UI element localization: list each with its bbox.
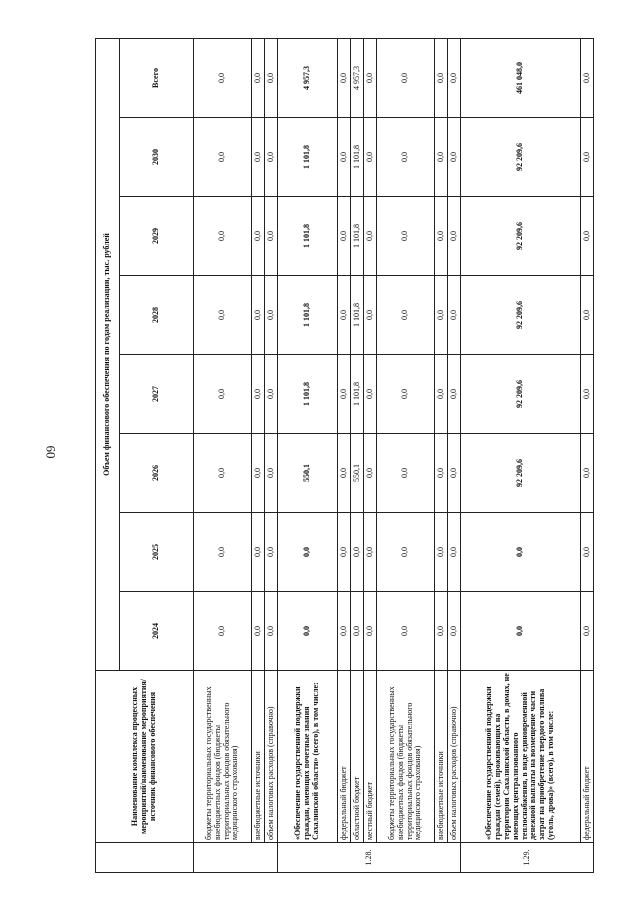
value-cell: 0,0 bbox=[377, 355, 435, 434]
value-cell: 0,0 bbox=[338, 276, 351, 355]
value-cell: 0,0 bbox=[581, 592, 594, 671]
value-cell: 92 209,6 bbox=[461, 197, 581, 276]
table-row bbox=[581, 38, 594, 872]
value-cell: 0,0 bbox=[351, 513, 364, 592]
value-cell: 0,0 bbox=[338, 592, 351, 671]
total-cell: 0,0 bbox=[581, 38, 594, 117]
value-cell: 0,0 bbox=[252, 197, 265, 276]
row-index: 1.29. bbox=[461, 843, 594, 873]
total-cell: 0,0 bbox=[194, 38, 252, 117]
value-cell: 0,0 bbox=[338, 513, 351, 592]
table-row bbox=[364, 38, 377, 872]
value-cell: 0,0 bbox=[461, 513, 581, 592]
value-cell: 92 209,6 bbox=[461, 118, 581, 197]
financing-table bbox=[95, 38, 594, 873]
value-cell: 0,0 bbox=[252, 276, 265, 355]
page-number: 60 bbox=[43, 445, 59, 459]
value-cell: 0,0 bbox=[252, 434, 265, 513]
value-cell: 0,0 bbox=[448, 434, 461, 513]
total-cell: 0,0 bbox=[435, 38, 448, 117]
row-name: объем налоговых расходов (справочно) bbox=[265, 671, 278, 843]
value-cell: 1 101,8 bbox=[351, 276, 364, 355]
total-cell: 0,0 bbox=[265, 38, 278, 117]
value-cell: 0,0 bbox=[364, 513, 377, 592]
year-header: 2024 bbox=[120, 592, 194, 671]
total-cell: 0,0 bbox=[448, 38, 461, 117]
total-cell: 4 957,3 bbox=[351, 38, 364, 117]
table-row bbox=[377, 38, 435, 872]
value-cell: 0,0 bbox=[265, 276, 278, 355]
value-cell: 0,0 bbox=[377, 197, 435, 276]
value-cell: 0,0 bbox=[338, 434, 351, 513]
year-header: 2028 bbox=[120, 276, 194, 355]
value-cell: 0,0 bbox=[351, 592, 364, 671]
total-cell: 0,0 bbox=[364, 38, 377, 117]
value-cell: 0,0 bbox=[448, 592, 461, 671]
value-cell: 0,0 bbox=[194, 118, 252, 197]
value-cell: 1 101,8 bbox=[278, 197, 338, 276]
value-cell: 0,0 bbox=[364, 592, 377, 671]
total-cell: 461 048,0 bbox=[461, 38, 581, 117]
table-row bbox=[252, 38, 265, 872]
value-cell: 0,0 bbox=[265, 434, 278, 513]
value-cell: 0,0 bbox=[435, 197, 448, 276]
value-cell: 0,0 bbox=[265, 197, 278, 276]
value-cell: 0,0 bbox=[278, 592, 338, 671]
year-header: 2026 bbox=[120, 434, 194, 513]
value-cell: 0,0 bbox=[581, 197, 594, 276]
row-name: бюджеты территориальных государственных внебюджетных фондов (бюджеты территориальных фондов обязательного медицинского страхования) bbox=[377, 671, 435, 843]
year-header: 2025 bbox=[120, 513, 194, 592]
value-cell: 1 101,8 bbox=[351, 118, 364, 197]
value-cell: 0,0 bbox=[581, 434, 594, 513]
value-cell: 0,0 bbox=[377, 513, 435, 592]
value-cell: 0,0 bbox=[194, 434, 252, 513]
value-cell: 0,0 bbox=[265, 592, 278, 671]
table-row bbox=[194, 38, 252, 872]
value-cell: 1 101,8 bbox=[278, 118, 338, 197]
value-cell: 0,0 bbox=[581, 276, 594, 355]
value-cell: 0,0 bbox=[448, 118, 461, 197]
year-header: 2030 bbox=[120, 118, 194, 197]
index-header bbox=[96, 843, 194, 873]
row-name: «Обеспечение государственной поддержки граждан (семей), проживающих на территории Сахалинской области, в домах, не имеющих централизованного теплоснабжения, в виде единовременной денежной выплаты на возмещение части затрат на приобретение твердого топлива (уголь, дрова)» (всего), в том числе: bbox=[461, 671, 581, 843]
value-cell: 0,0 bbox=[435, 276, 448, 355]
value-cell: 0,0 bbox=[364, 276, 377, 355]
value-cell: 0,0 bbox=[448, 197, 461, 276]
table-row bbox=[265, 38, 278, 872]
value-cell: 0,0 bbox=[252, 592, 265, 671]
value-cell: 0,0 bbox=[435, 434, 448, 513]
name-header: Наименование комплекса процессных мероприятий/наименование мероприятия/ источник финансового обеспечения bbox=[96, 671, 194, 843]
value-cell: 0,0 bbox=[435, 513, 448, 592]
year-header: 2027 bbox=[120, 355, 194, 434]
value-cell: 1 101,8 bbox=[278, 355, 338, 434]
table-row-main bbox=[278, 38, 338, 872]
value-cell: 0,0 bbox=[338, 118, 351, 197]
row-name: федеральный бюджет bbox=[338, 671, 351, 843]
row-index: 1.28. bbox=[278, 843, 461, 873]
table-row bbox=[351, 38, 364, 872]
value-cell: 0,0 bbox=[377, 118, 435, 197]
table-row bbox=[338, 38, 351, 872]
total-cell: 0,0 bbox=[338, 38, 351, 117]
row-name: внебюджетные источники bbox=[252, 671, 265, 843]
value-cell: 1 101,8 bbox=[278, 276, 338, 355]
value-cell: 0,0 bbox=[435, 118, 448, 197]
value-cell: 0,0 bbox=[265, 355, 278, 434]
row-name: «Обеспечение государственной поддержки граждан, имеющих почетные звания Сахалинской области» (всего), в том числе: bbox=[278, 671, 338, 843]
value-cell: 0,0 bbox=[338, 355, 351, 434]
rotated-page-content bbox=[95, 39, 591, 873]
value-cell: 1 101,8 bbox=[351, 355, 364, 434]
value-cell: 0,0 bbox=[581, 118, 594, 197]
total-header: Всего bbox=[120, 38, 194, 117]
row-name: бюджеты территориальных государственных внебюджетных фондов (бюджеты территориальных фондов обязательного медицинского страхования) bbox=[194, 671, 252, 843]
row-name: федеральный бюджет bbox=[581, 671, 594, 843]
value-cell: 0,0 bbox=[448, 276, 461, 355]
value-cell: 550,1 bbox=[278, 434, 338, 513]
year-header: 2029 bbox=[120, 197, 194, 276]
table-row bbox=[435, 38, 448, 872]
value-cell: 0,0 bbox=[448, 513, 461, 592]
value-cell: 0,0 bbox=[377, 592, 435, 671]
value-cell: 0,0 bbox=[581, 355, 594, 434]
table-row bbox=[448, 38, 461, 872]
value-cell: 0,0 bbox=[194, 355, 252, 434]
value-cell: 0,0 bbox=[461, 592, 581, 671]
value-cell: 0,0 bbox=[364, 197, 377, 276]
value-cell: 92 209,6 bbox=[461, 276, 581, 355]
total-cell: 0,0 bbox=[377, 38, 435, 117]
financing-group-header: Объем финансового обеспечения по годам реализации, тыс. рублей bbox=[96, 38, 120, 670]
value-cell: 0,0 bbox=[448, 355, 461, 434]
value-cell: 92 209,6 bbox=[461, 355, 581, 434]
value-cell: 0,0 bbox=[265, 513, 278, 592]
value-cell: 0,0 bbox=[435, 592, 448, 671]
value-cell: 0,0 bbox=[252, 355, 265, 434]
table-row-main bbox=[461, 38, 581, 872]
value-cell: 0,0 bbox=[194, 513, 252, 592]
value-cell: 0,0 bbox=[194, 276, 252, 355]
value-cell: 0,0 bbox=[252, 513, 265, 592]
total-cell: 4 957,3 bbox=[278, 38, 338, 117]
total-cell: 0,0 bbox=[252, 38, 265, 117]
value-cell: 0,0 bbox=[278, 513, 338, 592]
value-cell: 0,0 bbox=[364, 434, 377, 513]
value-cell: 0,0 bbox=[435, 355, 448, 434]
value-cell: 0,0 bbox=[194, 197, 252, 276]
row-index bbox=[194, 843, 278, 873]
value-cell: 0,0 bbox=[581, 513, 594, 592]
value-cell: 0,0 bbox=[252, 118, 265, 197]
value-cell: 0,0 bbox=[265, 118, 278, 197]
value-cell: 1 101,8 bbox=[351, 197, 364, 276]
value-cell: 0,0 bbox=[194, 592, 252, 671]
value-cell: 92 209,6 bbox=[461, 434, 581, 513]
value-cell: 550,1 bbox=[351, 434, 364, 513]
row-name: внебюджетные источники bbox=[435, 671, 448, 843]
row-name: областной бюджет bbox=[351, 671, 364, 843]
value-cell: 0,0 bbox=[377, 434, 435, 513]
row-name: объем налоговых расходов (справочно) bbox=[448, 671, 461, 843]
row-name: местный бюджет bbox=[364, 671, 377, 843]
value-cell: 0,0 bbox=[364, 355, 377, 434]
value-cell: 0,0 bbox=[364, 118, 377, 197]
value-cell: 0,0 bbox=[377, 276, 435, 355]
value-cell: 0,0 bbox=[338, 197, 351, 276]
